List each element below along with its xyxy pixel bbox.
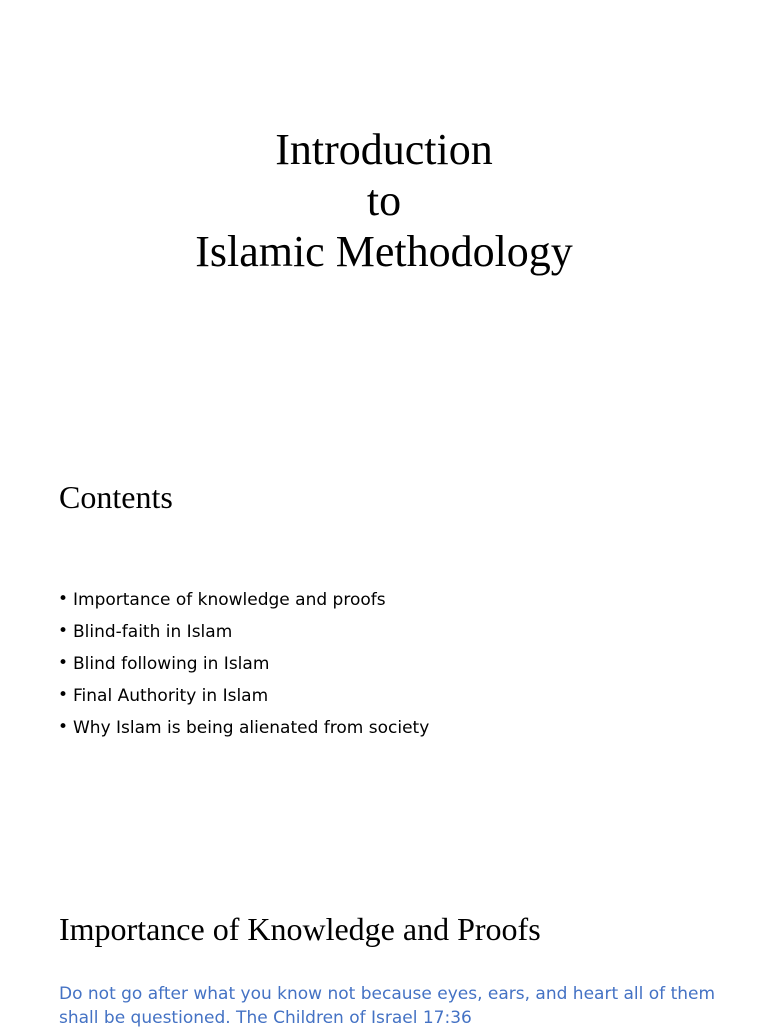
title-slide — [0, 0, 768, 420]
bullet-icon: • — [58, 653, 69, 673]
bullet-icon: • — [58, 685, 69, 705]
title-line-2: to — [366, 176, 402, 225]
quote-text: Do not go after what you know not because eyes, ears, and heart all of them shall be questioned. The Children of Israel 17:36 — [59, 984, 716, 1028]
list-item — [58, 680, 429, 712]
list-item-label: Why Islam is being alienated from society — [73, 718, 430, 738]
bullet-icon: • — [58, 717, 69, 737]
title-line-1: Introduction — [275, 125, 493, 174]
list-item — [58, 712, 429, 744]
knowledge-heading: Importance of Knowledge and Proofs — [59, 911, 541, 947]
list-item — [58, 584, 429, 616]
contents-slide — [0, 420, 768, 840]
contents-list — [58, 584, 429, 744]
list-item-label: Importance of knowledge and proofs — [73, 590, 386, 610]
list-item — [58, 648, 429, 680]
knowledge-slide — [0, 840, 768, 1028]
bullet-icon: • — [58, 621, 69, 641]
list-item — [58, 616, 429, 648]
bullet-icon: • — [58, 589, 69, 609]
list-item-label: Final Authority in Islam — [73, 686, 269, 706]
list-item-label: Blind following in Islam — [73, 654, 270, 674]
presentation-title — [0, 124, 768, 277]
list-item-label: Blind-faith in Islam — [73, 622, 233, 642]
title-line-3: Islamic Methodology — [195, 227, 573, 276]
contents-heading: Contents — [59, 479, 173, 515]
